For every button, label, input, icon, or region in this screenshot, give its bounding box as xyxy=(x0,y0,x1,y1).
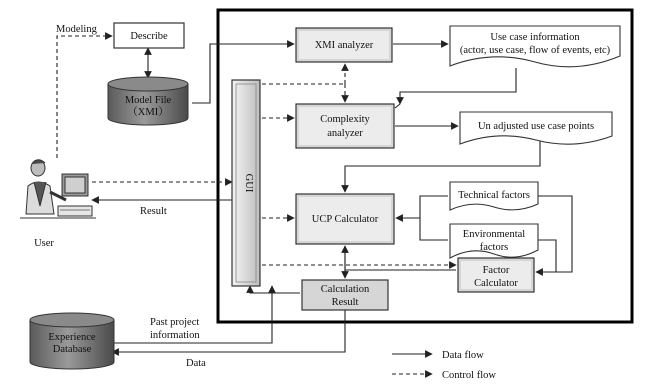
technical-factors-doc xyxy=(450,182,538,210)
experience-db-label-1: Experience xyxy=(48,332,96,343)
xmi-analyzer-label: XMI analyzer xyxy=(314,40,374,51)
past-project-label-1: Past project xyxy=(150,317,200,328)
calculation-result-label-1: Calculation xyxy=(320,284,370,295)
user-label: User xyxy=(34,238,54,249)
environmental-factors-label-1: Environmental xyxy=(462,229,526,240)
environmental-factors-doc xyxy=(450,224,538,258)
experience-database xyxy=(30,313,114,369)
describe-label: Describe xyxy=(130,31,168,42)
legend-data-flow: Data flow xyxy=(442,350,484,361)
gui-panel xyxy=(232,80,260,286)
calculation-result-label-2: Result xyxy=(331,297,359,308)
legend-control-flow: Control flow xyxy=(442,370,496,381)
experience-db-label-2: Database xyxy=(52,344,92,355)
complexity-label-2: analyzer xyxy=(327,128,363,139)
data-label: Data xyxy=(186,358,206,369)
past-project-label-2: information xyxy=(150,330,200,341)
use-case-info-doc xyxy=(450,26,620,67)
user-icon xyxy=(20,160,96,218)
modeling-label: Modeling xyxy=(56,24,97,35)
legend xyxy=(392,350,496,381)
unadjusted-ucp-doc xyxy=(460,112,612,144)
complexity-label-1: Complexity xyxy=(320,114,370,125)
gui-label: GUI xyxy=(243,173,254,193)
use-case-info-label-1: Use case information xyxy=(490,32,580,43)
model-file-label-1: Model File xyxy=(124,95,172,106)
factor-calculator-label-1: Factor xyxy=(482,265,510,276)
ucp-calculator-label: UCP Calculator xyxy=(311,214,379,225)
model-file-database xyxy=(108,77,188,125)
model-file-label-2: （XMI） xyxy=(127,107,169,118)
use-case-info-label-2: (actor, use case, flow of events, etc) xyxy=(459,45,611,56)
unadjusted-ucp-label: Un adjusted use case points xyxy=(477,121,595,132)
technical-factors-label: Technical factors xyxy=(458,190,530,201)
environmental-factors-label-2: factors xyxy=(479,242,509,253)
factor-calculator-label-2: Calculator xyxy=(474,278,518,289)
result-label: Result xyxy=(140,206,167,217)
